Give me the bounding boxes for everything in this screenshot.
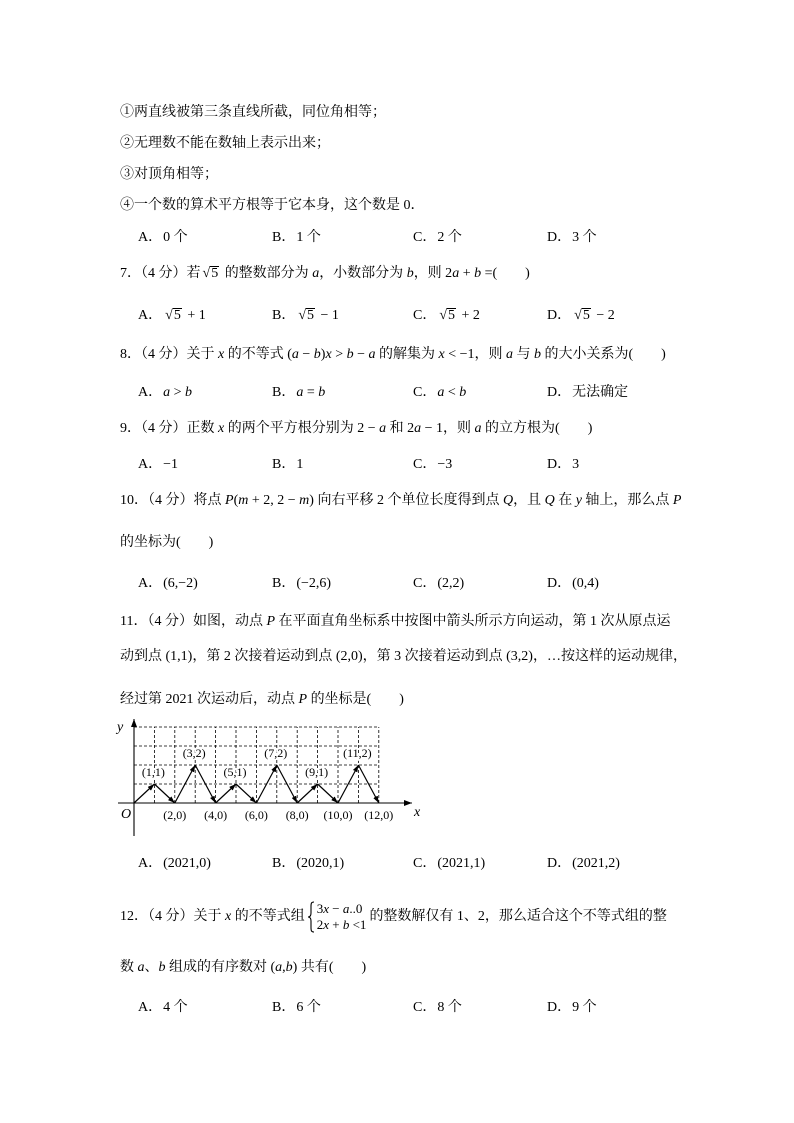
option-a — [138, 307, 206, 325]
option-b — [272, 229, 321, 247]
math-variable: x — [323, 917, 329, 932]
option-value: 3 个 — [572, 230, 597, 245]
peak-point-label: (5,1) — [223, 765, 247, 779]
option-value: (2,2) — [437, 576, 465, 591]
option-label: B． — [272, 1000, 296, 1015]
math-variable: a — [452, 266, 460, 281]
option-c — [413, 384, 466, 402]
math-variable: a — [296, 385, 304, 400]
option-label: A． — [138, 385, 163, 400]
origin-label: O — [121, 807, 132, 822]
math-variable: P — [298, 692, 308, 707]
option-d — [547, 307, 615, 325]
statement-text: ②无理数不能在数轴上表示出来； — [120, 136, 330, 151]
option-a — [138, 384, 192, 402]
question-text: 数 a、b 组成的有序数对 (a,b) 共有( ) — [120, 960, 367, 975]
q10-stem-line-1 — [120, 492, 681, 510]
option-label: B． — [272, 385, 296, 400]
q10-stem-line-2 — [120, 534, 213, 552]
option-label: C． — [413, 1000, 437, 1015]
math-variable: a — [275, 960, 283, 975]
option-c — [413, 456, 452, 474]
question-text: 的整数解仅有 1、2，那么适合这个不等式组的整 — [369, 909, 667, 924]
inequality-row-1: 3x − a..0 — [316, 901, 363, 916]
question-text: 9．（4 分）正数 x 的两个平方根分别为 2 − a 和 2a − 1，则 a 的立方根为( ) — [120, 421, 593, 436]
math-variable: x — [325, 347, 332, 362]
question-text: 12．（4 分）关于 x 的不等式组 — [120, 909, 305, 924]
math-variable: b — [313, 347, 321, 362]
axis-point-label: (12,0) — [364, 808, 394, 822]
peak-point-label: (7,2) — [264, 746, 288, 760]
option-label: A． — [138, 1000, 163, 1015]
math-variable: x — [323, 901, 329, 916]
q6-options — [0, 229, 794, 247]
question-text: 经过第 2021 次运动后，动点 P 的坐标是( ) — [120, 692, 404, 707]
option-label: D． — [547, 457, 572, 472]
math-variable: a — [474, 421, 482, 436]
option-d — [547, 456, 579, 474]
option-a — [138, 575, 198, 593]
path-segment-arrow — [216, 784, 236, 803]
math-variable: a — [163, 385, 171, 400]
math-variable: y — [575, 493, 582, 508]
question-text: 的坐标为( ) — [120, 535, 214, 550]
q8-options — [0, 384, 794, 402]
left-brace-icon — [307, 901, 315, 933]
option-b — [272, 855, 344, 873]
question-text: 10．（4 分）将点 P(m + 2, 2 − m) 向右平移 2 个单位长度得到点 Q，且 Q 在 y 轴上，那么点 P — [120, 493, 682, 508]
axis-point-label: (4,0) — [204, 808, 228, 822]
q11-options — [0, 855, 794, 873]
option-value: (2021,0) — [163, 856, 211, 871]
option-b — [272, 999, 321, 1017]
option-label: C． — [413, 230, 437, 245]
option-value: (0,4) — [572, 576, 599, 591]
math-variable: b — [158, 960, 166, 975]
option-a — [138, 229, 188, 247]
option-label: C． — [413, 385, 437, 400]
option-label: C． — [413, 856, 437, 871]
peak-point-label: (9,1) — [305, 765, 329, 779]
x-axis-label: x — [414, 805, 421, 820]
radicand: 5 — [211, 266, 219, 281]
path-segment-arrow — [195, 765, 215, 803]
axis-point-label: (2,0) — [163, 808, 187, 822]
option-value: 2 个 — [437, 230, 462, 245]
math-variable: a — [312, 266, 320, 281]
option-value: √5 − 1 — [298, 308, 339, 323]
option-c — [413, 575, 464, 593]
statement-3 — [120, 166, 218, 184]
option-d — [547, 575, 599, 593]
statement-text: ③对顶角相等； — [120, 167, 218, 182]
option-d — [547, 229, 597, 247]
option-c — [413, 307, 480, 325]
question-text: 8．（4 分）关于 x 的不等式 (a − b)x > b − a 的解集为 x < −1，则 a 与 b 的大小关系为( ) — [120, 347, 666, 362]
math-variable: a — [291, 347, 299, 362]
math-variable: b — [406, 266, 414, 281]
option-value: (2021,1) — [437, 856, 486, 871]
math-variable: a — [137, 960, 145, 975]
path-segment-arrow — [318, 784, 338, 803]
option-value: a > b — [163, 385, 193, 400]
math-variable: b — [185, 385, 193, 400]
math-variable: b — [342, 917, 350, 932]
option-value: √5 − 2 — [574, 308, 615, 323]
axis-point-label: (6,0) — [244, 808, 268, 822]
path-segment-arrow — [134, 784, 154, 803]
option-a — [138, 999, 188, 1017]
option-value: 无法确定 — [572, 385, 629, 400]
math-variable: a — [414, 421, 422, 436]
math-variable: P — [266, 614, 276, 629]
dashed-grid — [134, 727, 379, 803]
option-b — [272, 307, 339, 325]
option-label: A． — [138, 856, 163, 871]
option-value: 4 个 — [163, 1000, 188, 1015]
math-variable: x — [225, 909, 232, 924]
inequality-system — [307, 901, 367, 933]
option-c — [413, 229, 462, 247]
path-segment-arrow — [297, 784, 317, 803]
option-label: B． — [272, 230, 296, 245]
option-label: D． — [547, 856, 572, 871]
option-label: C． — [413, 576, 437, 591]
inequality-rows — [317, 901, 367, 933]
peak-point-label: (11,2) — [343, 746, 372, 760]
option-label: B． — [272, 457, 296, 472]
q9-options — [0, 456, 794, 474]
radical-sign: √ — [202, 266, 211, 281]
option-value: (−2,6) — [296, 576, 332, 591]
option-b — [272, 456, 303, 474]
option-label: A． — [138, 457, 163, 472]
option-label: D． — [547, 576, 572, 591]
option-value: 1 个 — [296, 230, 321, 245]
math-variable: b — [318, 385, 326, 400]
option-value: (2020,1) — [296, 856, 345, 871]
option-label: D． — [547, 230, 572, 245]
radicand: 5 — [173, 308, 181, 323]
math-variable: m — [238, 493, 249, 508]
option-label: D． — [547, 308, 572, 323]
option-label: B． — [272, 856, 296, 871]
motion-path-figure — [108, 712, 428, 842]
math-variable: Q — [502, 493, 514, 508]
option-value: 9 个 — [572, 1000, 597, 1015]
inequality-row-2: 2x + b <1 — [316, 917, 367, 932]
math-variable: P — [225, 493, 234, 508]
radicand: 5 — [448, 308, 456, 323]
option-value: 8 个 — [437, 1000, 462, 1015]
option-a — [138, 456, 178, 474]
q7-options — [0, 307, 794, 325]
option-value: 0 个 — [163, 230, 188, 245]
math-variable: x — [218, 347, 225, 362]
q12-stem-line-2 — [120, 959, 366, 977]
math-variable: a — [437, 385, 445, 400]
option-value: −3 — [437, 457, 453, 472]
option-label: D． — [547, 1000, 572, 1015]
option-label: A． — [138, 230, 163, 245]
option-label: A． — [138, 308, 163, 323]
radical-sign: √ — [439, 308, 448, 323]
math-variable: b — [474, 266, 482, 281]
option-b — [272, 575, 331, 593]
math-variable: P — [672, 493, 682, 508]
q9-stem — [120, 420, 592, 438]
option-value: √5 + 2 — [439, 308, 480, 323]
radical-sign: √ — [298, 308, 307, 323]
option-value: a = b — [296, 385, 326, 400]
option-d — [547, 999, 597, 1017]
option-b — [272, 384, 325, 402]
q7-stem — [120, 265, 530, 283]
math-variable: b — [285, 960, 293, 975]
y-axis-label: y — [117, 720, 124, 735]
option-value: a < b — [437, 385, 467, 400]
option-value: (6,−2) — [163, 576, 198, 591]
q12-stem-line-1 — [120, 900, 667, 934]
radicand: 5 — [307, 308, 315, 323]
option-d — [547, 384, 628, 402]
math-variable: b — [534, 347, 542, 362]
axis-point-label: (8,0) — [285, 808, 309, 822]
radical-sign: √ — [165, 308, 173, 323]
statement-2 — [120, 135, 330, 153]
statement-1 — [120, 104, 386, 122]
math-variable: b — [346, 347, 354, 362]
option-label: C． — [413, 308, 437, 323]
math-variable: a — [342, 901, 350, 916]
option-value: 3 — [572, 457, 580, 472]
option-d — [547, 855, 620, 873]
statement-text: ①两直线被第三条直线所截，同位角相等； — [120, 105, 386, 120]
q11-stem-line-1 — [120, 613, 671, 631]
math-variable: a — [379, 421, 387, 436]
question-text: 11．（4 分）如图，动点 P 在平面直角坐标系中按图中箭头所示方向运动，第 1 次从原点运 — [120, 614, 671, 629]
path-segment-arrow — [175, 765, 195, 803]
math-variable: Q — [544, 493, 555, 508]
q11-stem-line-2 — [120, 648, 687, 666]
radicand: 5 — [582, 308, 590, 323]
option-value: 1 — [296, 457, 304, 472]
option-value: √5 + 1 — [165, 308, 206, 323]
math-variable: b — [459, 385, 467, 400]
path-segment-arrow — [236, 784, 256, 803]
option-label: B． — [272, 576, 296, 591]
peak-point-label: (3,2) — [182, 746, 206, 760]
radical-sign: √ — [574, 308, 582, 323]
option-c — [413, 855, 485, 873]
path-segment-arrow — [154, 784, 174, 803]
option-value: 6 个 — [296, 1000, 321, 1015]
axis-point-label: (10,0) — [323, 808, 353, 822]
statement-text: ④一个数的算术平方根等于它本身，这个数是 0． — [120, 198, 425, 213]
q8-stem — [120, 346, 666, 364]
math-variable: x — [438, 347, 445, 362]
q10-options — [0, 575, 794, 593]
option-value: (2021,2) — [572, 856, 620, 871]
option-c — [413, 999, 462, 1017]
statement-4 — [120, 197, 425, 215]
q11-stem-line-3 — [120, 691, 404, 709]
option-label: A． — [138, 576, 163, 591]
math-variable: x — [218, 421, 225, 436]
math-variable: a — [368, 347, 376, 362]
option-label: C． — [413, 457, 437, 472]
option-label: D． — [547, 385, 572, 400]
q12-options — [0, 999, 794, 1017]
question-text: 7．（4 分）若 √5 的整数部分为 a，小数部分为 b，则 2a + b =( ) — [120, 266, 530, 281]
math-variable: a — [506, 347, 514, 362]
option-a — [138, 855, 211, 873]
math-variable: m — [299, 493, 310, 508]
question-text: 动到点 (1,1)，第 2 次接着运动到点 (2,0)，第 3 次接着运动到点 (3,2)，…按这样的运动规律， — [120, 649, 687, 664]
option-value: −1 — [163, 457, 179, 472]
option-label: B． — [272, 308, 296, 323]
peak-point-label: (1,1) — [141, 765, 165, 779]
